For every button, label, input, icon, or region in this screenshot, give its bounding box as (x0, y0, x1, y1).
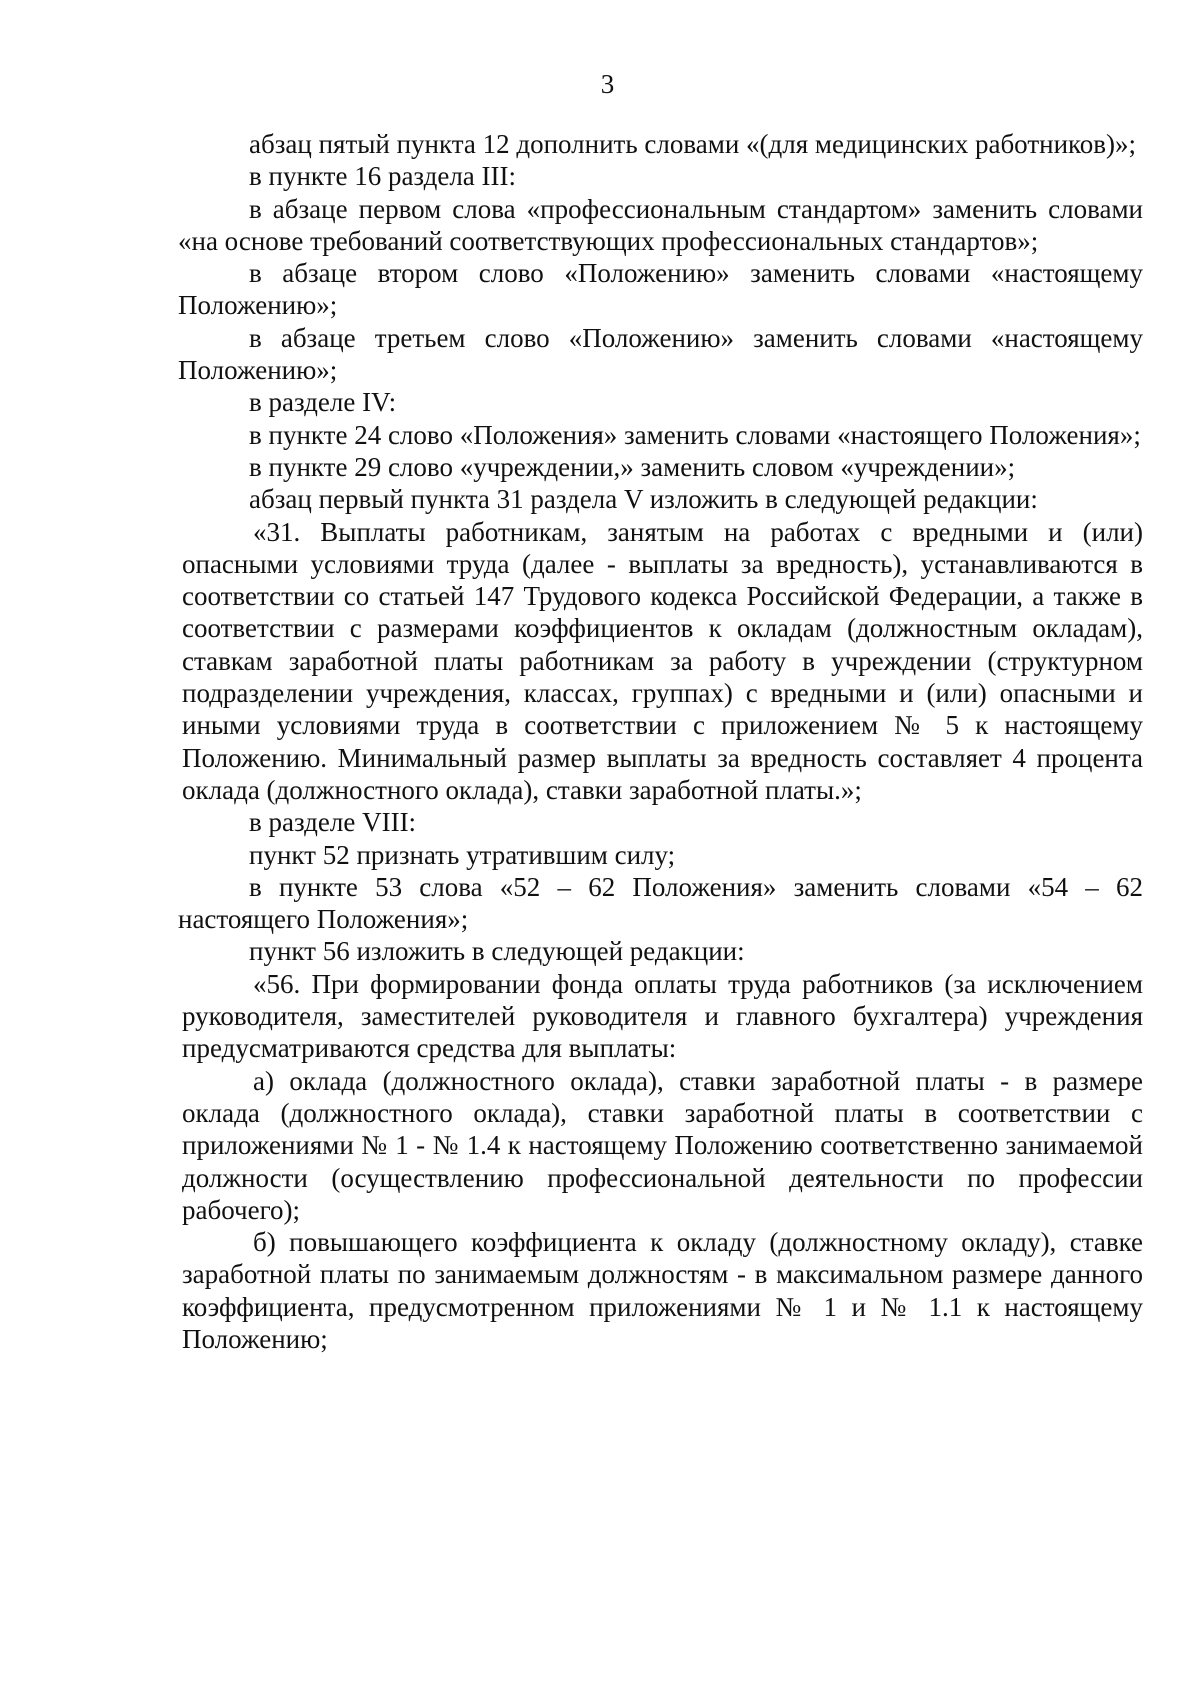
paragraph-amend-p12: абзац пятый пункта 12 дополнить словами «(для медицинских работников)»; (249, 129, 1137, 159)
paragraph-p31-intro: абзац первый пункта 31 раздела V изложить в следующей редакции: (249, 484, 1038, 515)
paragraph-section-8: в разделе VIII: (249, 807, 417, 838)
paragraph-abzac-2: в абзаце втором слово «Положению» заменить словами «настоящему Положению»; (178, 258, 1143, 321)
paragraph-p52: пункт 52 признать утратившим силу; (249, 839, 676, 870)
paragraph-p56-b: б) повышающего коэффициента к окладу (должностному окладу), ставке заработной платы по занимаемым должностям - в максимальном размере данного коэффициента, предусмотренном приложениями № 1 и № 1.1 к настоящему Положению; (182, 1227, 1143, 1354)
paragraph-p24: в пункте 24 слово «Положения» заменить словами «настоящего Положения»; (249, 419, 1141, 450)
paragraph-p53: в пункте 53 слова «52 – 62 Положения» заменить словами «54 – 62 настоящего Положения»; (178, 871, 1143, 935)
document-body (178, 128, 1143, 1355)
paragraph-p31-text: «31. Выплаты работникам, занятым на работах с вредными и (или) опасными условиями труда (далее - выплаты за вредность), устанавливаются в соответствии со статьей 147 Трудового кодекса Российской Федерации, а также в соответствии с размерами коэффициентов к окладам (должностным окладам), ставкам заработной платы работникам за работу в учреждении (структурном подразделении учреждения, классах, группах) с вредными и (или) опасными и иными условиями труда в соответствии с приложением № 5 к настоящему Положению. Минимальный размер выплаты за вредность составляет 4 процента оклада (должностного оклада), ставки заработной платы.»; (182, 516, 1143, 805)
paragraph-p56-intro: пункт 56 изложить в следующей редакции: (249, 936, 745, 967)
paragraph-abzac-3: в абзаце третьем слово «Положению» заменить словами «настоящему Положению»; (178, 322, 1143, 386)
paragraph-p56-a: а) оклада (должностного оклада), ставки заработной платы - в размере оклада (должностного оклада), ставки заработной платы в соответствии с приложениями № 1 - № 1.4 к настоящему Положению соответственно занимаемой должности (осуществлению профессиональной деятельности по профессии рабочего); (182, 1065, 1143, 1225)
paragraph-p29: в пункте 29 слово «учреждении,» заменить словом «учреждении»; (249, 451, 1016, 482)
page-number: 3 (600, 69, 615, 99)
paragraph-p56-text: «56. При формировании фонда оплаты труда работников (за исключением руководителя, заместителей руководителя и главного бухгалтера) учреждения предусматриваются средства для выплаты: (182, 968, 1143, 1064)
paragraph-section-4: в разделе IV: (249, 387, 397, 418)
paragraph-section-3-p16: в пункте 16 раздела III: (249, 161, 517, 192)
paragraph-abzac-1: в абзаце первом слова «профессиональным стандартом» заменить словами «на основе требований соответствующих профессиональных стандартов»; (178, 193, 1143, 256)
